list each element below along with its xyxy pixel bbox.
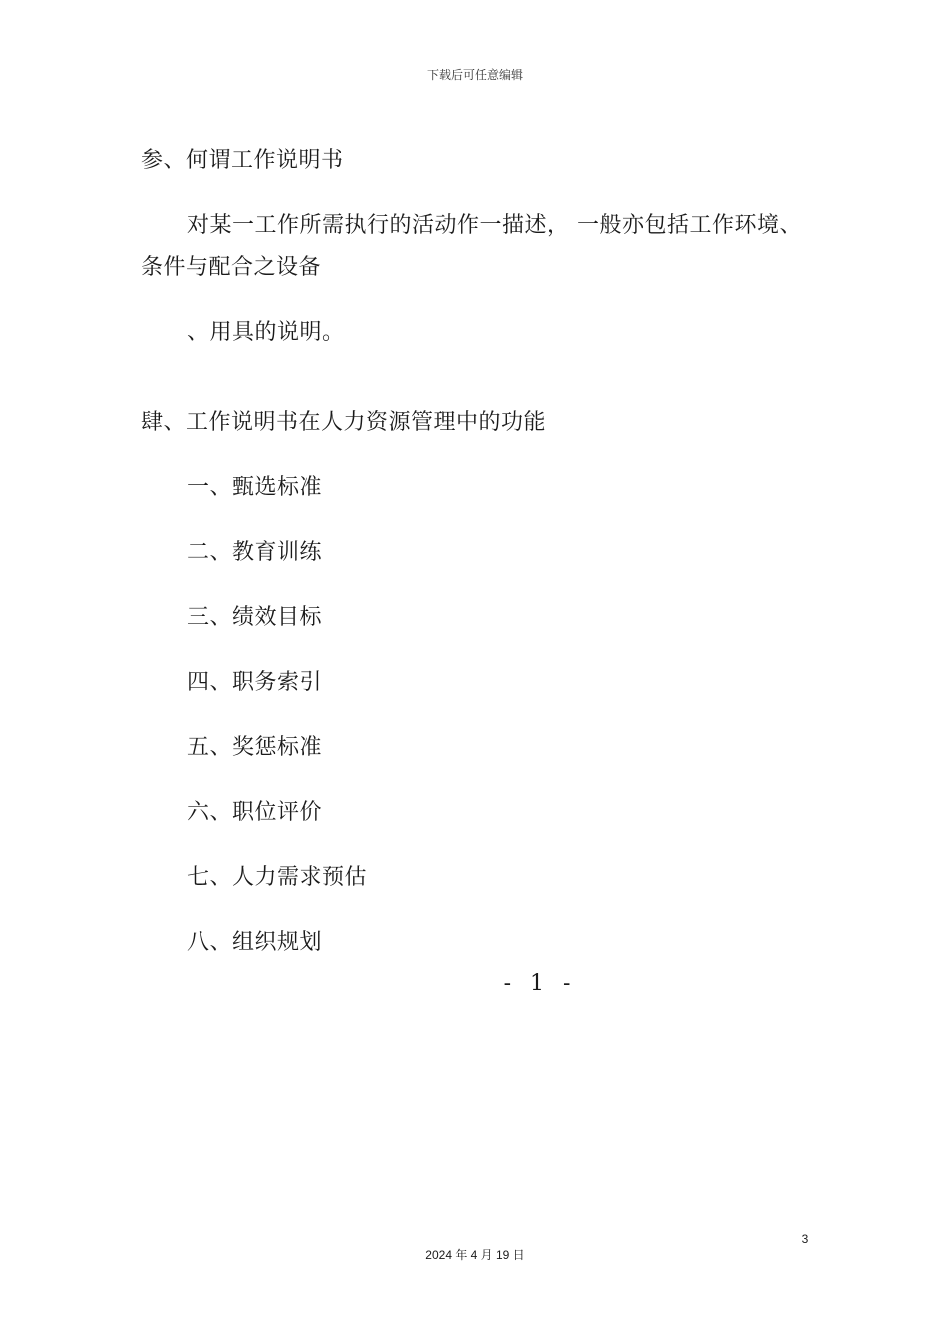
inline-page-marker: - 1 - — [503, 971, 577, 996]
function-list-item: 五、奖惩标准 — [187, 735, 323, 760]
function-list-item: 三、绩效目标 — [187, 605, 323, 630]
section-3-paragraph-line-1: 对某一工作所需执行的活动作一描述， 一般亦包括工作环境、 — [187, 213, 802, 238]
header-note: 下载后可任意编辑 — [426, 68, 523, 82]
section-3-paragraph-line-3: 、用具的说明。 — [187, 320, 345, 345]
function-list-item: 七、人力需求预估 — [187, 865, 368, 890]
footer-page-number: 3 — [801, 1232, 809, 1246]
section-4-heading: 肆、工作说明书在人力资源管理中的功能 — [141, 410, 547, 435]
function-list-item: 一、甄选标准 — [187, 475, 323, 500]
footer-date: 2024 年 4 月 19 日 — [425, 1248, 525, 1262]
section-3-heading: 参、何谓工作说明书 — [141, 148, 344, 173]
function-list-item: 二、教育训练 — [187, 540, 323, 565]
function-list-item: 四、职务索引 — [187, 670, 323, 695]
section-3-paragraph-line-2: 条件与配合之设备 — [141, 255, 322, 280]
function-list-item: 六、职位评价 — [187, 800, 323, 825]
function-list-item: 八、组织规划 — [187, 930, 323, 955]
